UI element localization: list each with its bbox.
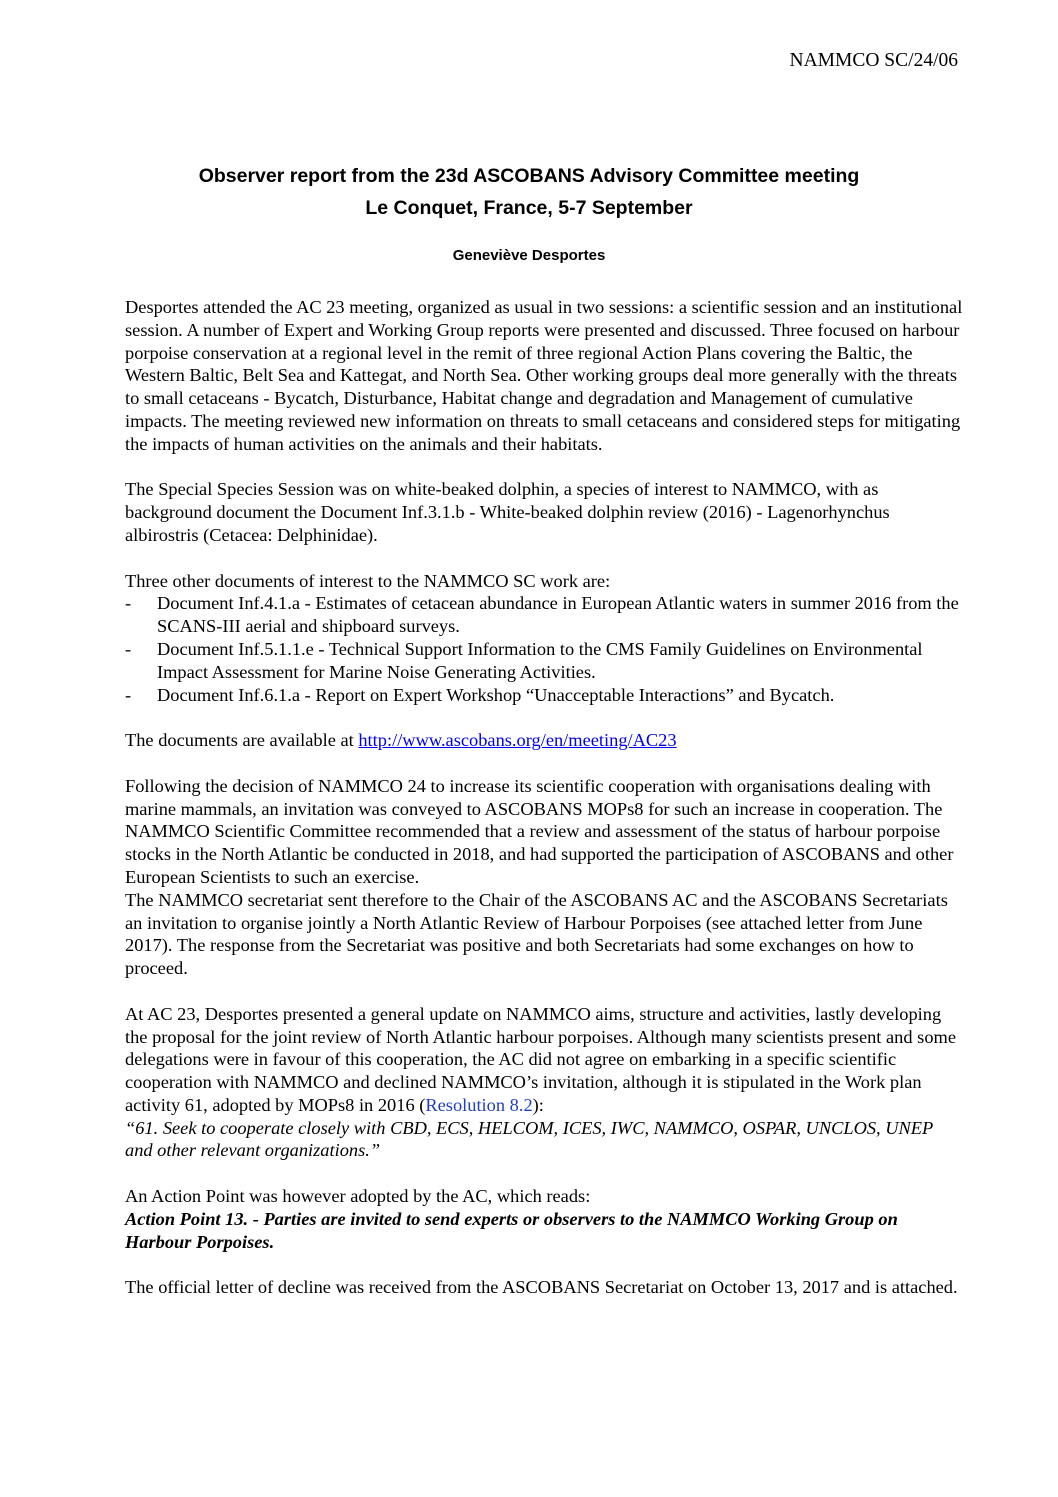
dash-bullet: - (125, 593, 132, 614)
dash-bullet: - (125, 684, 132, 705)
list-item-text: Document Inf.5.1.1.e - Technical Support Information to the CMS Family Guidelines on Environmental Impact Assessment for Marine Noise Generating Activities. (157, 638, 923, 682)
list-item (125, 684, 963, 707)
paragraph-special-species: The Special Species Session was on white-beaked dolphin, a species of interest to NAMMCO, with as background document the Document Inf.3.1.b - White-beaked dolphin review (2016) - Lagenorhynchus albirostris (Cetacea: Delphinidae). (125, 479, 890, 545)
documents-list (125, 592, 963, 706)
outcome-close: ): (532, 1094, 544, 1115)
list-item (125, 592, 963, 638)
action-point-intro: An Action Point was however adopted by the AC, which reads: (125, 1186, 591, 1207)
title-line-1: Observer report from the 23d ASCOBANS Advisory Committee meeting (198, 165, 860, 187)
title-line-2: Le Conquet, France, 5-7 September (365, 197, 693, 219)
paragraph-documents-intro: Three other documents of interest to the NAMMCO SC work are: (125, 570, 611, 591)
dash-bullet: - (125, 638, 132, 659)
action-point-13: Action Point 13. - Parties are invited to send experts or observers to the NAMMCO Working Group on Harbour Porpoises. (125, 1208, 898, 1252)
list-item (125, 638, 963, 684)
author-name: Geneviève Desportes (452, 247, 606, 264)
document-reference: NAMMCO SC/24/06 (789, 50, 958, 71)
paragraph-cooperation-decision: Following the decision of NAMMCO 24 to increase its scientific cooperation with organisations dealing with marine mammals, an invitation was conveyed to ASCOBANS MOPs8 for such an increase in cooperation. The NAMMCO Scientific Committee recommended that a review and assessment of the status of harbour porpoise stocks in the North Atlantic be conducted in 2018, and had supported the participation of ASCOBANS and other European Scientists to such an exercise. (125, 775, 954, 887)
paragraph-ac23-outcome (125, 1003, 963, 1163)
availability-text: The documents are available at (125, 730, 359, 751)
document-body (125, 296, 963, 1322)
resolution-link[interactable]: Resolution 8.2 (425, 1094, 533, 1115)
paragraph-secretariat-invitation: The NAMMCO secretariat sent therefore to the Chair of the ASCOBANS AC and the ASCOBANS Secretariats an invitation to organise jointly a North Atlantic Review of Harbour Porpoises (see attached letter from June 2017). The response from the Secretariat was positive and both Secretariats had some exchanges on how to proceed. (125, 889, 948, 979)
paragraph-meeting-summary: Desportes attended the AC 23 meeting, organized as usual in two sessions: a scientific session and an institutional session. A number of Expert and Working Group reports were presented and discussed. Three focused on harbour porpoise conservation at a regional level in the remit of three regional Action Plans covering the Baltic, the Western Baltic, Belt Sea and Kattegat, and North Sea. Other working groups deal more generally with the threats to small cetaceans - Bycatch, Disturbance, Habitat change and degradation and Management of cumulative impacts. The meeting reviewed new information on threats to small cetaceans and considered steps for mitigating the impacts of human activities on the animals and their habitats. (125, 297, 963, 454)
document-title (0, 160, 1058, 224)
paragraph-action-point (125, 1185, 963, 1253)
paragraph-decline-letter: The official letter of decline was received from the ASCOBANS Secretariat on October 13, 2017 and is attached. (125, 1277, 958, 1298)
outcome-text: At AC 23, Desportes presented a general update on NAMMCO aims, structure and activities, lastly developing the proposal for the joint review of North Atlantic harbour porpoises. Although many scientists present and some delegations were in favour of this cooperation, the AC did not agree on embarking in a specific scientific cooperation with NAMMCO and declined NAMMCO’s invitation, although it is stipulated in the Work plan activity 61, adopted by MOPs8 in 2016 ( (125, 1003, 956, 1115)
list-item-text: Document Inf.4.1.a - Estimates of cetacean abundance in European Atlantic waters in summer 2016 from the SCANS-III aerial and shipboard surveys. (157, 593, 959, 637)
work-plan-quote: “61. Seek to cooperate closely with CBD, ECS, HELCOM, ICES, IWC, NAMMCO, OSPAR, UNCLOS, UNEP and other relevant organizations.” (125, 1117, 933, 1161)
ascobans-meeting-link[interactable]: http://www.ascobans.org/en/meeting/AC23 (358, 730, 677, 751)
list-item-text: Document Inf.6.1.a - Report on Expert Workshop “Unacceptable Interactions” and Bycatch. (157, 684, 835, 705)
paragraph-documents-availability (125, 729, 963, 752)
